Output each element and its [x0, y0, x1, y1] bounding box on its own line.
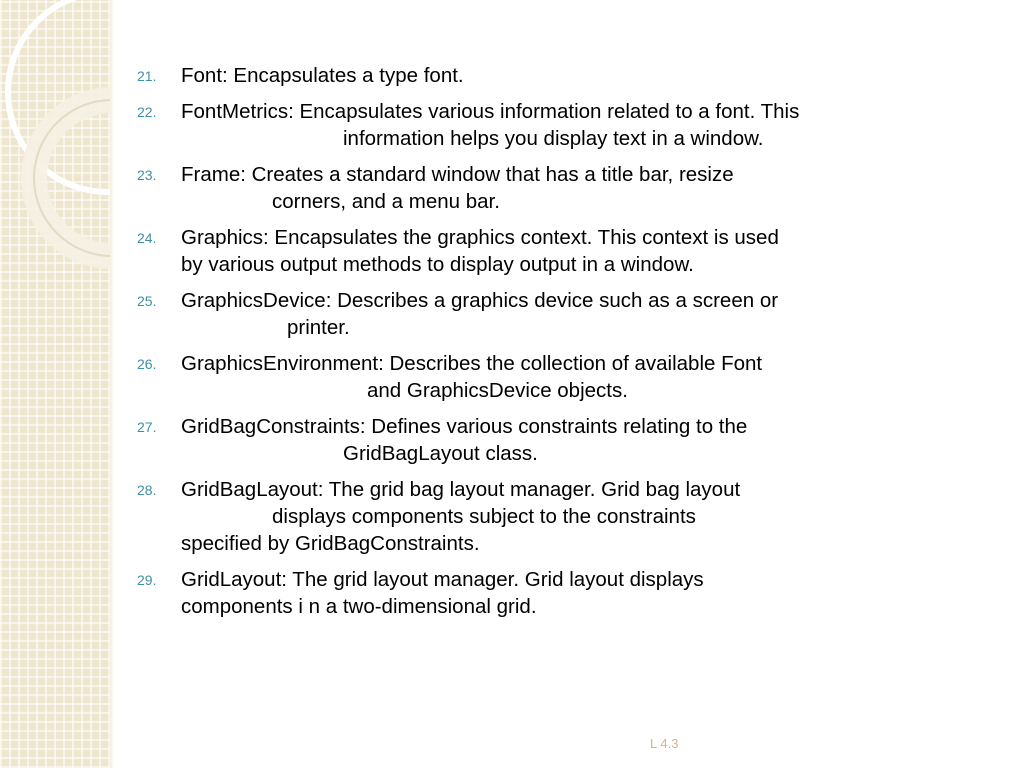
item-text-line: GridBagLayout class. — [343, 442, 538, 465]
list-item — [0, 350, 1000, 404]
item-text-line: information helps you display text in a window. — [343, 127, 764, 150]
item-number: 28. — [137, 482, 157, 498]
list-item — [0, 476, 1000, 557]
item-text-line: GridLayout: The grid layout manager. Grid layout displays — [181, 568, 704, 591]
item-number: 24. — [137, 230, 157, 246]
item-text-line: printer. — [287, 316, 350, 339]
list-item — [0, 287, 1000, 341]
item-text-line: Graphics: Encapsulates the graphics context. This context is used — [181, 226, 779, 249]
list-item — [0, 224, 1000, 278]
list-item — [0, 566, 1000, 620]
item-number: 26. — [137, 356, 157, 372]
slide-footer-label: L 4.3 — [650, 736, 679, 751]
class-list — [0, 62, 1000, 629]
item-number: 29. — [137, 572, 157, 588]
item-number: 23. — [137, 167, 157, 183]
item-text-line: Frame: Creates a standard window that has a title bar, resize — [181, 163, 734, 186]
list-item — [0, 98, 1000, 152]
item-text-line: GridBagLayout: The grid bag layout manager. Grid bag layout — [181, 478, 741, 501]
item-number: 27. — [137, 419, 157, 435]
item-number: 21. — [137, 68, 157, 84]
item-text-line: by various output methods to display output in a window. — [181, 253, 694, 276]
list-item — [0, 413, 1000, 467]
item-number: 25. — [137, 293, 157, 309]
item-text-line: corners, and a menu bar. — [272, 190, 500, 213]
item-text-line: and GraphicsDevice objects. — [367, 379, 628, 402]
list-item — [0, 161, 1000, 215]
item-text-line: GraphicsEnvironment: Describes the collection of available Font — [181, 352, 763, 375]
item-text-line: displays components subject to the constraints — [272, 505, 696, 528]
item-text-line: Font: Encapsulates a type font. — [181, 64, 464, 87]
item-text-line: specified by GridBagConstraints. — [181, 532, 480, 555]
item-number: 22. — [137, 104, 157, 120]
list-item — [0, 62, 1000, 89]
item-text-line: components i n a two-dimensional grid. — [181, 595, 537, 618]
item-text-line: FontMetrics: Encapsulates various information related to a font. This — [181, 100, 800, 123]
item-text-line: GraphicsDevice: Describes a graphics device such as a screen or — [181, 289, 779, 312]
item-text-line: GridBagConstraints: Defines various constraints relating to the — [181, 415, 748, 438]
